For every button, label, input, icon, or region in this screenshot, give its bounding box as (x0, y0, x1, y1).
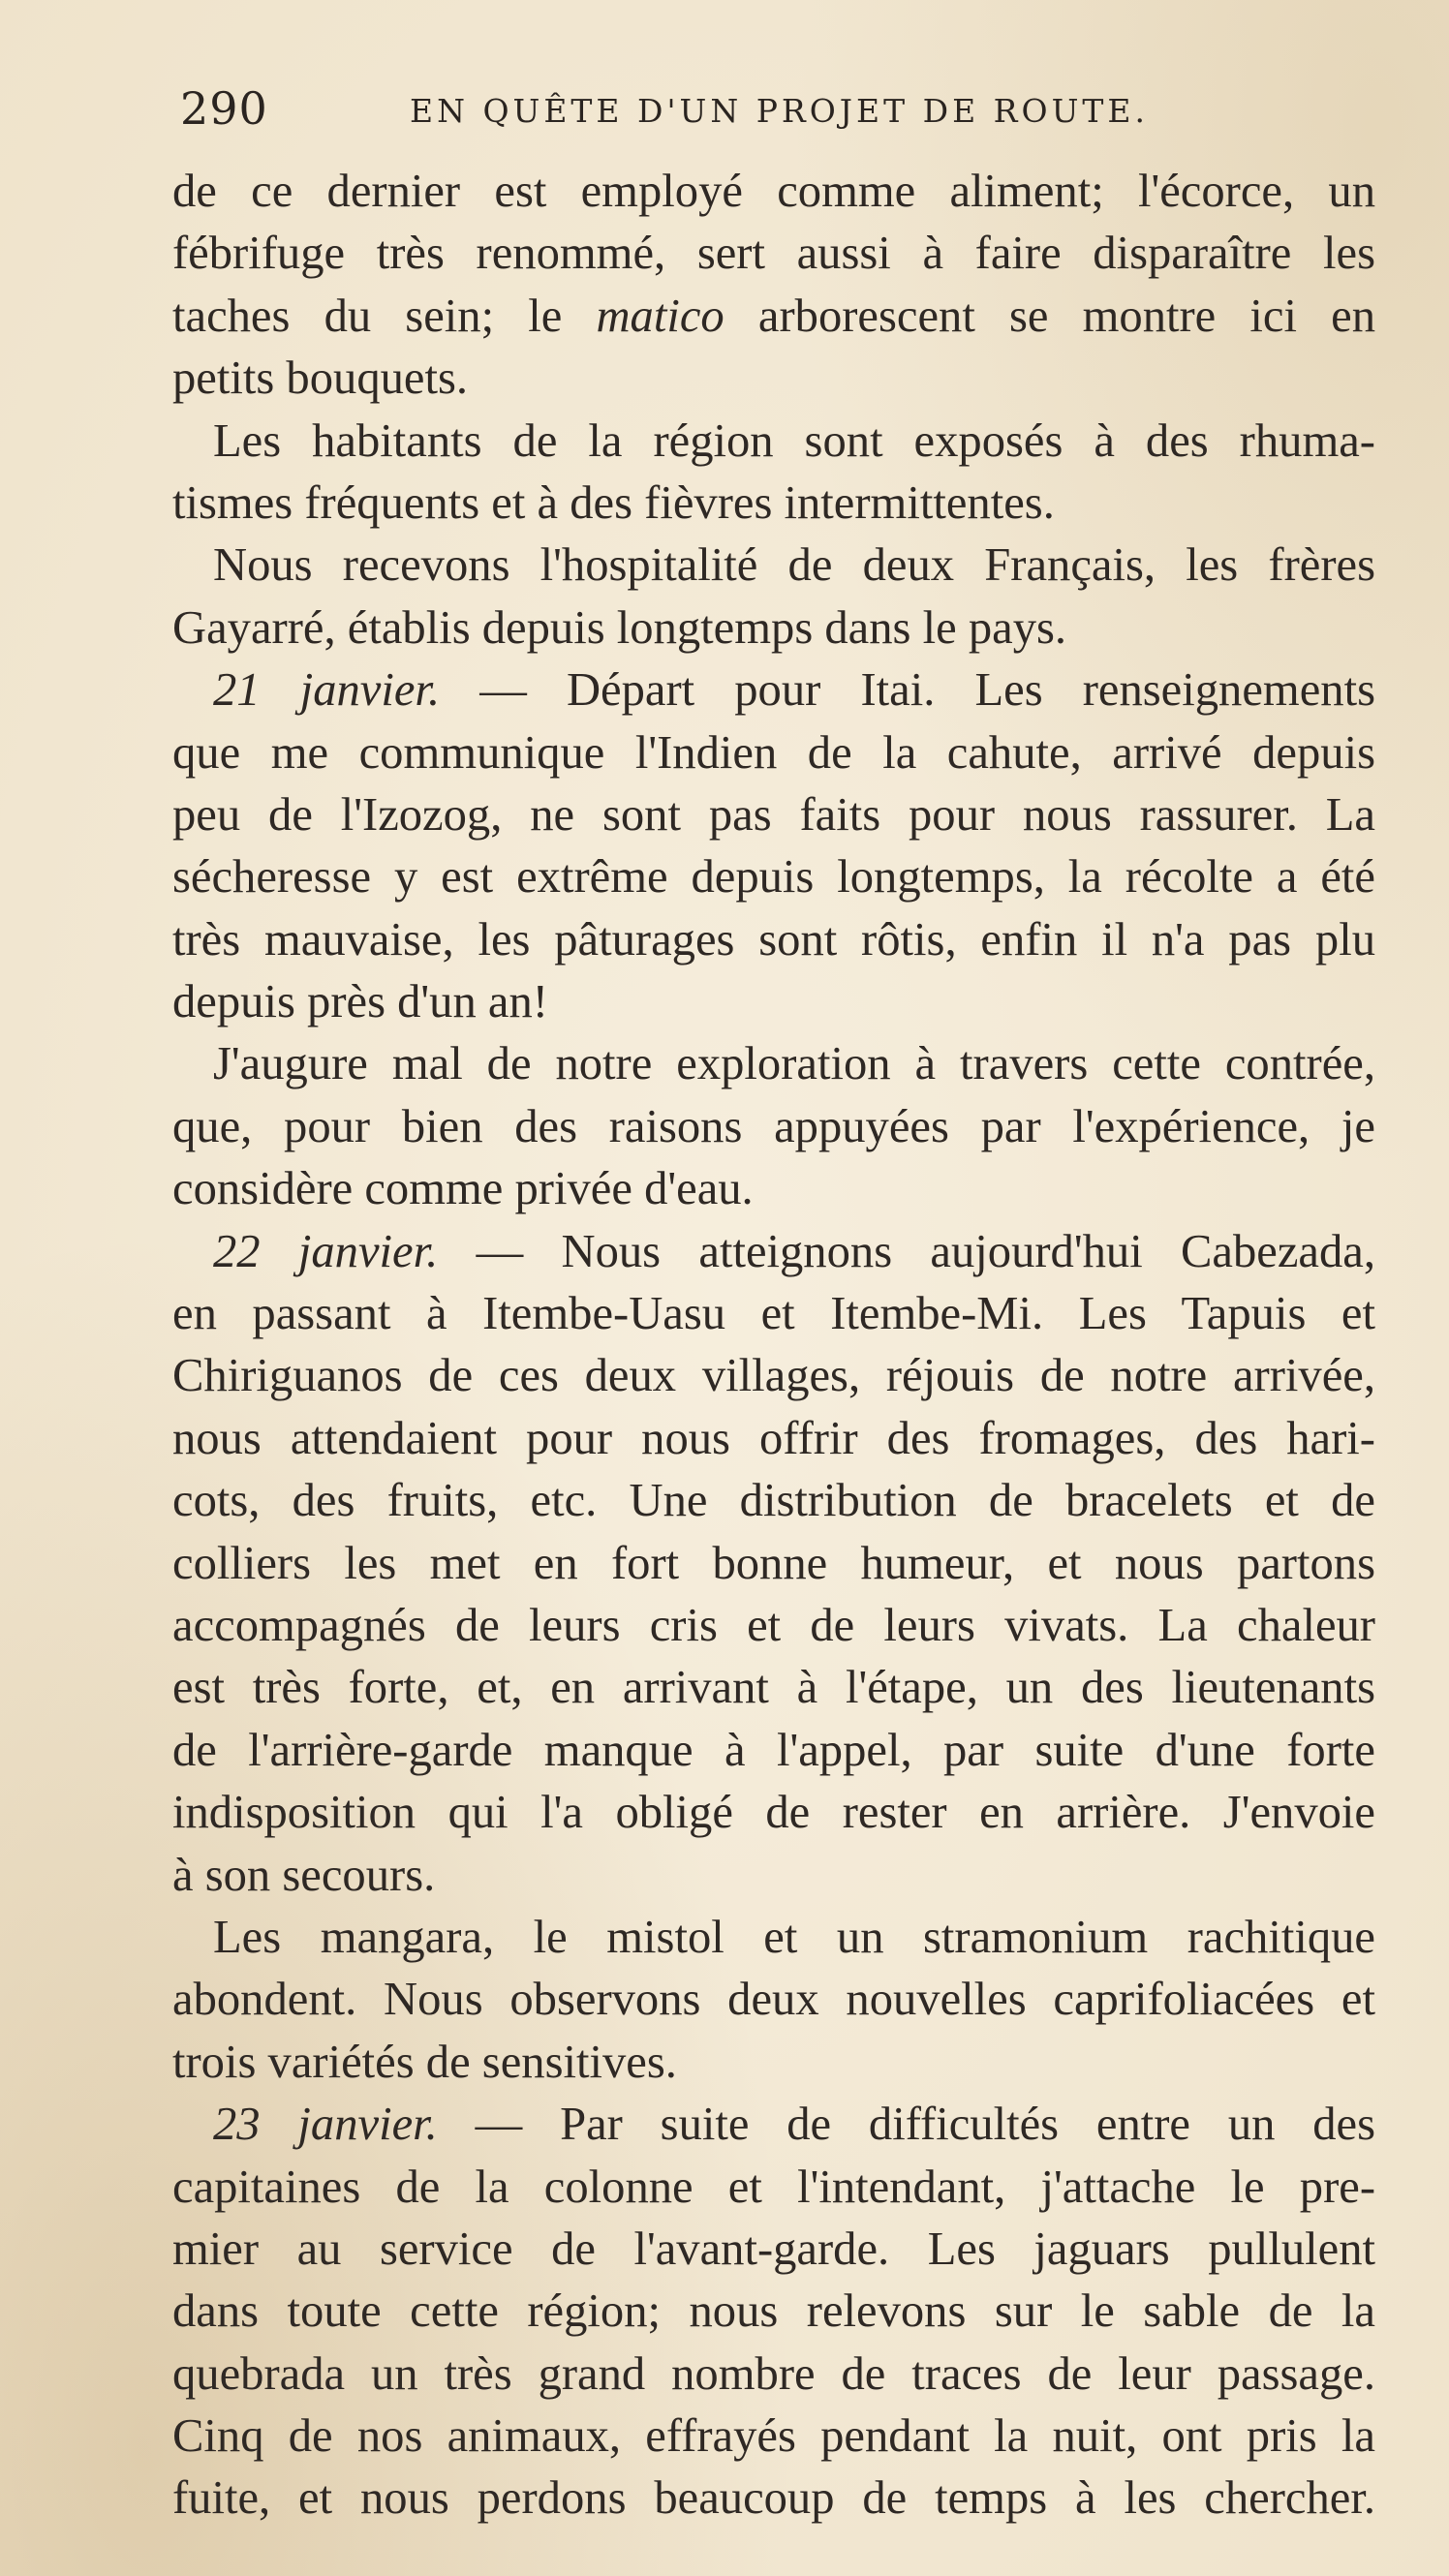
body-text (172, 160, 1375, 2530)
text-line: tismes fréquents et à des fièvres intermittentes. (172, 475, 1055, 529)
text-line: colliers les met en fort bonne humeur, et nous partons (172, 1536, 1375, 1589)
text-line: quebrada un très grand nombre de traces de leur passage. (172, 2346, 1375, 2400)
text-line: trois variétés de sensitives. (172, 2035, 677, 2088)
text-line: Les mangara, le mistol et un stramonium rachitique (213, 1910, 1375, 1963)
text-line: à son secours. (172, 1848, 436, 1901)
text-line: est très forte, et, en arrivant à l'étape, un des lieutenants (172, 1661, 1375, 1714)
text-span: taches du sein; le (172, 289, 563, 342)
text-line: fébrifuge très renommé, sert aussi à faire disparaître les (172, 227, 1375, 280)
text-line: Nous recevons l'hospitalité de deux Français, les frères (213, 538, 1375, 592)
text-line: en passant à Itembe-Uasu et Itembe-Mi. Les Tapuis et (172, 1287, 1375, 1340)
text-line: capitaines de la colonne et l'intendant, j'attache le pre- (172, 2160, 1375, 2213)
text-line: J'augure mal de notre exploration à travers cette contrée, (213, 1037, 1375, 1090)
text-line: cots, des fruits, etc. Une distribution de bracelets et de (172, 1474, 1375, 1527)
text-line: sécheresse y est extrême depuis longtemps, la récolte a été (172, 850, 1375, 904)
italic-term-matico: matico (596, 289, 724, 342)
text-line: Cinq de nos animaux, effrayés pendant la nuit, ont pris la (172, 2409, 1375, 2463)
text-line: nous attendaient pour nous offrir des fromages, des hari- (172, 1411, 1375, 1464)
date-label: 23 janvier. (213, 2098, 438, 2151)
text-line: indisposition qui l'a obligé de rester en arrière. J'envoie (172, 1786, 1375, 1839)
date-label: 21 janvier. (213, 663, 441, 717)
text-line: peu de l'Izozog, ne sont pas faits pour nous rassurer. La (172, 787, 1375, 841)
text-span: — Départ pour Itai. Les renseignements (479, 663, 1375, 717)
text-span: — Nous atteignons aujourd'hui Cabezada, (476, 1224, 1375, 1277)
text-line: Chiriguanos de ces deux villages, réjouis de notre arrivée, (172, 1349, 1375, 1402)
text-line: mier au service de l'avant-garde. Les jaguars pullulent (172, 2222, 1375, 2275)
text-line (172, 285, 1375, 347)
text-line (172, 1220, 1375, 1282)
text-line: considère comme privée d'eau. (172, 1162, 754, 1215)
text-line: que me communique l'Indien de la cahute, arrivé depuis (172, 725, 1375, 779)
text-line: depuis près d'un an! (172, 975, 548, 1028)
text-line: abondent. Nous observons deux nouvelles caprifoliacées et (172, 1973, 1375, 2026)
text-line: de l'arrière-garde manque à l'appel, par suite d'une forte (172, 1723, 1375, 1776)
page-number: 290 (180, 82, 268, 135)
text-span: — Par suite de difficultés entre un des (475, 2098, 1376, 2151)
text-line: de ce dernier est employé comme aliment; l'écorce, un (172, 165, 1375, 217)
text-line: Gayarré, établis depuis longtemps dans le pays. (172, 600, 1067, 654)
running-head (172, 82, 1199, 140)
text-span: arborescent se montre ici en (757, 289, 1375, 342)
text-line: accompagnés de leurs cris et de leurs vivats. La chaleur (172, 1598, 1375, 1651)
text-line: petits bouquets. (172, 352, 469, 405)
text-line (172, 2093, 1375, 2155)
text-line (172, 659, 1375, 721)
date-label: 22 janvier. (213, 1224, 439, 1277)
text-line: dans toute cette région; nous relevons sur le sable de la (172, 2285, 1375, 2338)
running-title: EN QUÊTE D'UN PROJET DE ROUTE. (410, 92, 1149, 130)
text-line: très mauvaise, les pâturages sont rôtis, enfin il n'a pas plu (172, 912, 1375, 966)
text-line: que, pour bien des raisons appuyées par l'expérience, je (172, 1099, 1375, 1152)
text-line: Les habitants de la région sont exposés à des rhuma- (213, 414, 1375, 467)
text-line: fuite, et nous perdons beaucoup de temps à les chercher. (172, 2471, 1375, 2525)
